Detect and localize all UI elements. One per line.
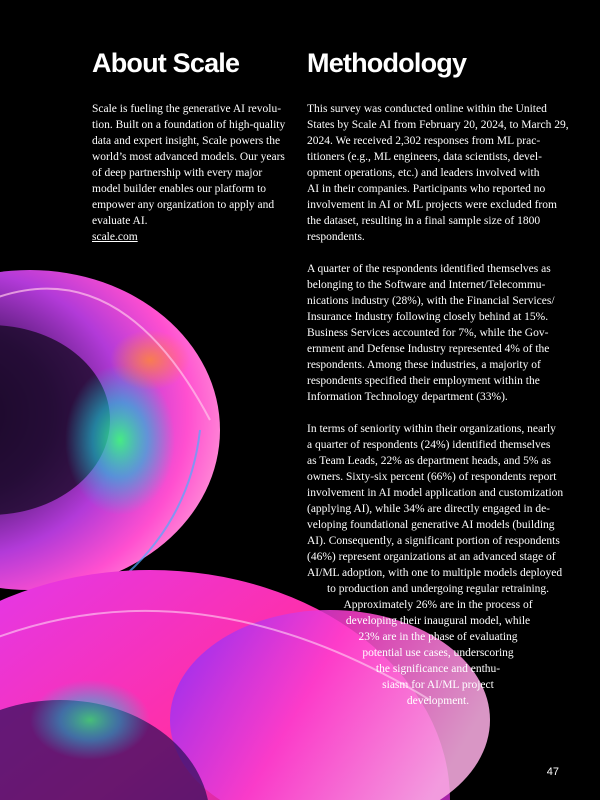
text-line: Scale is fueling the generative AI revolu-: [92, 103, 282, 115]
methodology-body: [307, 101, 569, 709]
about-heading: About Scale: [92, 48, 240, 78]
text-line: Insurance Industry following closely behind at 15%.: [307, 311, 549, 323]
text-line: as Team Leads, 22% as department heads, and 5% as: [307, 455, 551, 467]
text-line: a quarter of respondents (24%) identified themselves: [307, 439, 551, 451]
text-line: involvement in AI or ML projects were excluded from: [307, 199, 557, 211]
text-line: development.: [406, 695, 470, 707]
methodology-paragraph-2: [307, 261, 569, 405]
text-line: model builder enables our platform to: [92, 183, 267, 195]
text-line: developing their inaugural model, while: [345, 615, 531, 627]
text-line: world’s most advanced models. Our years: [92, 151, 285, 163]
text-line: respondents.: [307, 231, 365, 243]
text-line: the dataset, resulting in a final sample size of 1800: [307, 215, 541, 227]
text-line: tion. Built on a foundation of high-quality: [92, 119, 286, 131]
text-line: AI in their companies. Participants who reported no: [307, 183, 546, 195]
text-line: A quarter of the respondents identified themselves as: [307, 263, 551, 275]
text-line: of deep partnership with every major: [92, 167, 263, 179]
text-line: ernment and Defense Industry represented 4% of the: [307, 343, 550, 355]
text-line: to production and undergoing regular retraining.: [326, 583, 550, 595]
text-line: involvement in AI model application and customization: [307, 487, 564, 499]
text-line: 23% are in the phase of evaluating: [358, 631, 518, 643]
text-line: (46%) represent organizations at an advanced stage of: [307, 551, 556, 563]
text-line: the significance and enthu-: [375, 663, 501, 675]
text-line: AI). Consequently, a significant portion of respondents: [307, 535, 560, 547]
text-line: empower any organization to apply and: [92, 199, 275, 211]
text-line: siasm for AI/ML project: [382, 679, 494, 691]
text-line: potential use cases, underscoring: [362, 647, 514, 659]
text-line: (applying AI), while 34% are directly engaged in de-: [307, 503, 551, 515]
text-line: respondents specified their employment within the: [307, 375, 540, 387]
text-line: nications industry (28%), with the Financial Services/: [307, 295, 555, 307]
methodology-paragraph-3: [307, 421, 569, 581]
text-line: 2024. We received 2,302 responses from ML prac-: [307, 135, 541, 147]
text-line: AI/ML adoption, with one to multiple models deployed: [307, 567, 563, 579]
methodology-heading: Methodology: [307, 48, 467, 78]
methodology-paragraph-1: [307, 101, 569, 245]
text-line: respondents. Among these industries, a majority of: [307, 359, 541, 371]
text-line: veloping foundational generative AI models (building: [307, 519, 555, 531]
text-line: data and expert insight, Scale powers the: [92, 135, 281, 147]
text-line: Information Technology department (33%).: [307, 391, 508, 403]
text-line: Approximately 26% are in the process of: [343, 599, 533, 611]
text-line: States by Scale AI from February 20, 2024, to March 29,: [307, 119, 569, 131]
text-line: opment operations, etc.) and leaders involved with: [307, 167, 540, 179]
page-number: 47: [546, 766, 559, 778]
text-line: In terms of seniority within their organizations, nearly: [307, 423, 556, 435]
text-line: belonging to the Software and Internet/Telecommu-: [307, 279, 546, 291]
scale-website-link[interactable]: scale.com: [92, 231, 138, 243]
about-paragraph: [92, 101, 292, 229]
text-line: evaluate AI.: [92, 215, 148, 227]
text-line: titioners (e.g., ML engineers, data scientists, devel-: [307, 151, 542, 163]
text-line: This survey was conducted online within the United: [307, 103, 547, 115]
text-line: owners. Sixty-six percent (66%) of respondents report: [307, 471, 557, 483]
text-line: Business Services accounted for 7%, while the Gov-: [307, 327, 549, 339]
methodology-paragraph-3-tail: [307, 581, 569, 709]
